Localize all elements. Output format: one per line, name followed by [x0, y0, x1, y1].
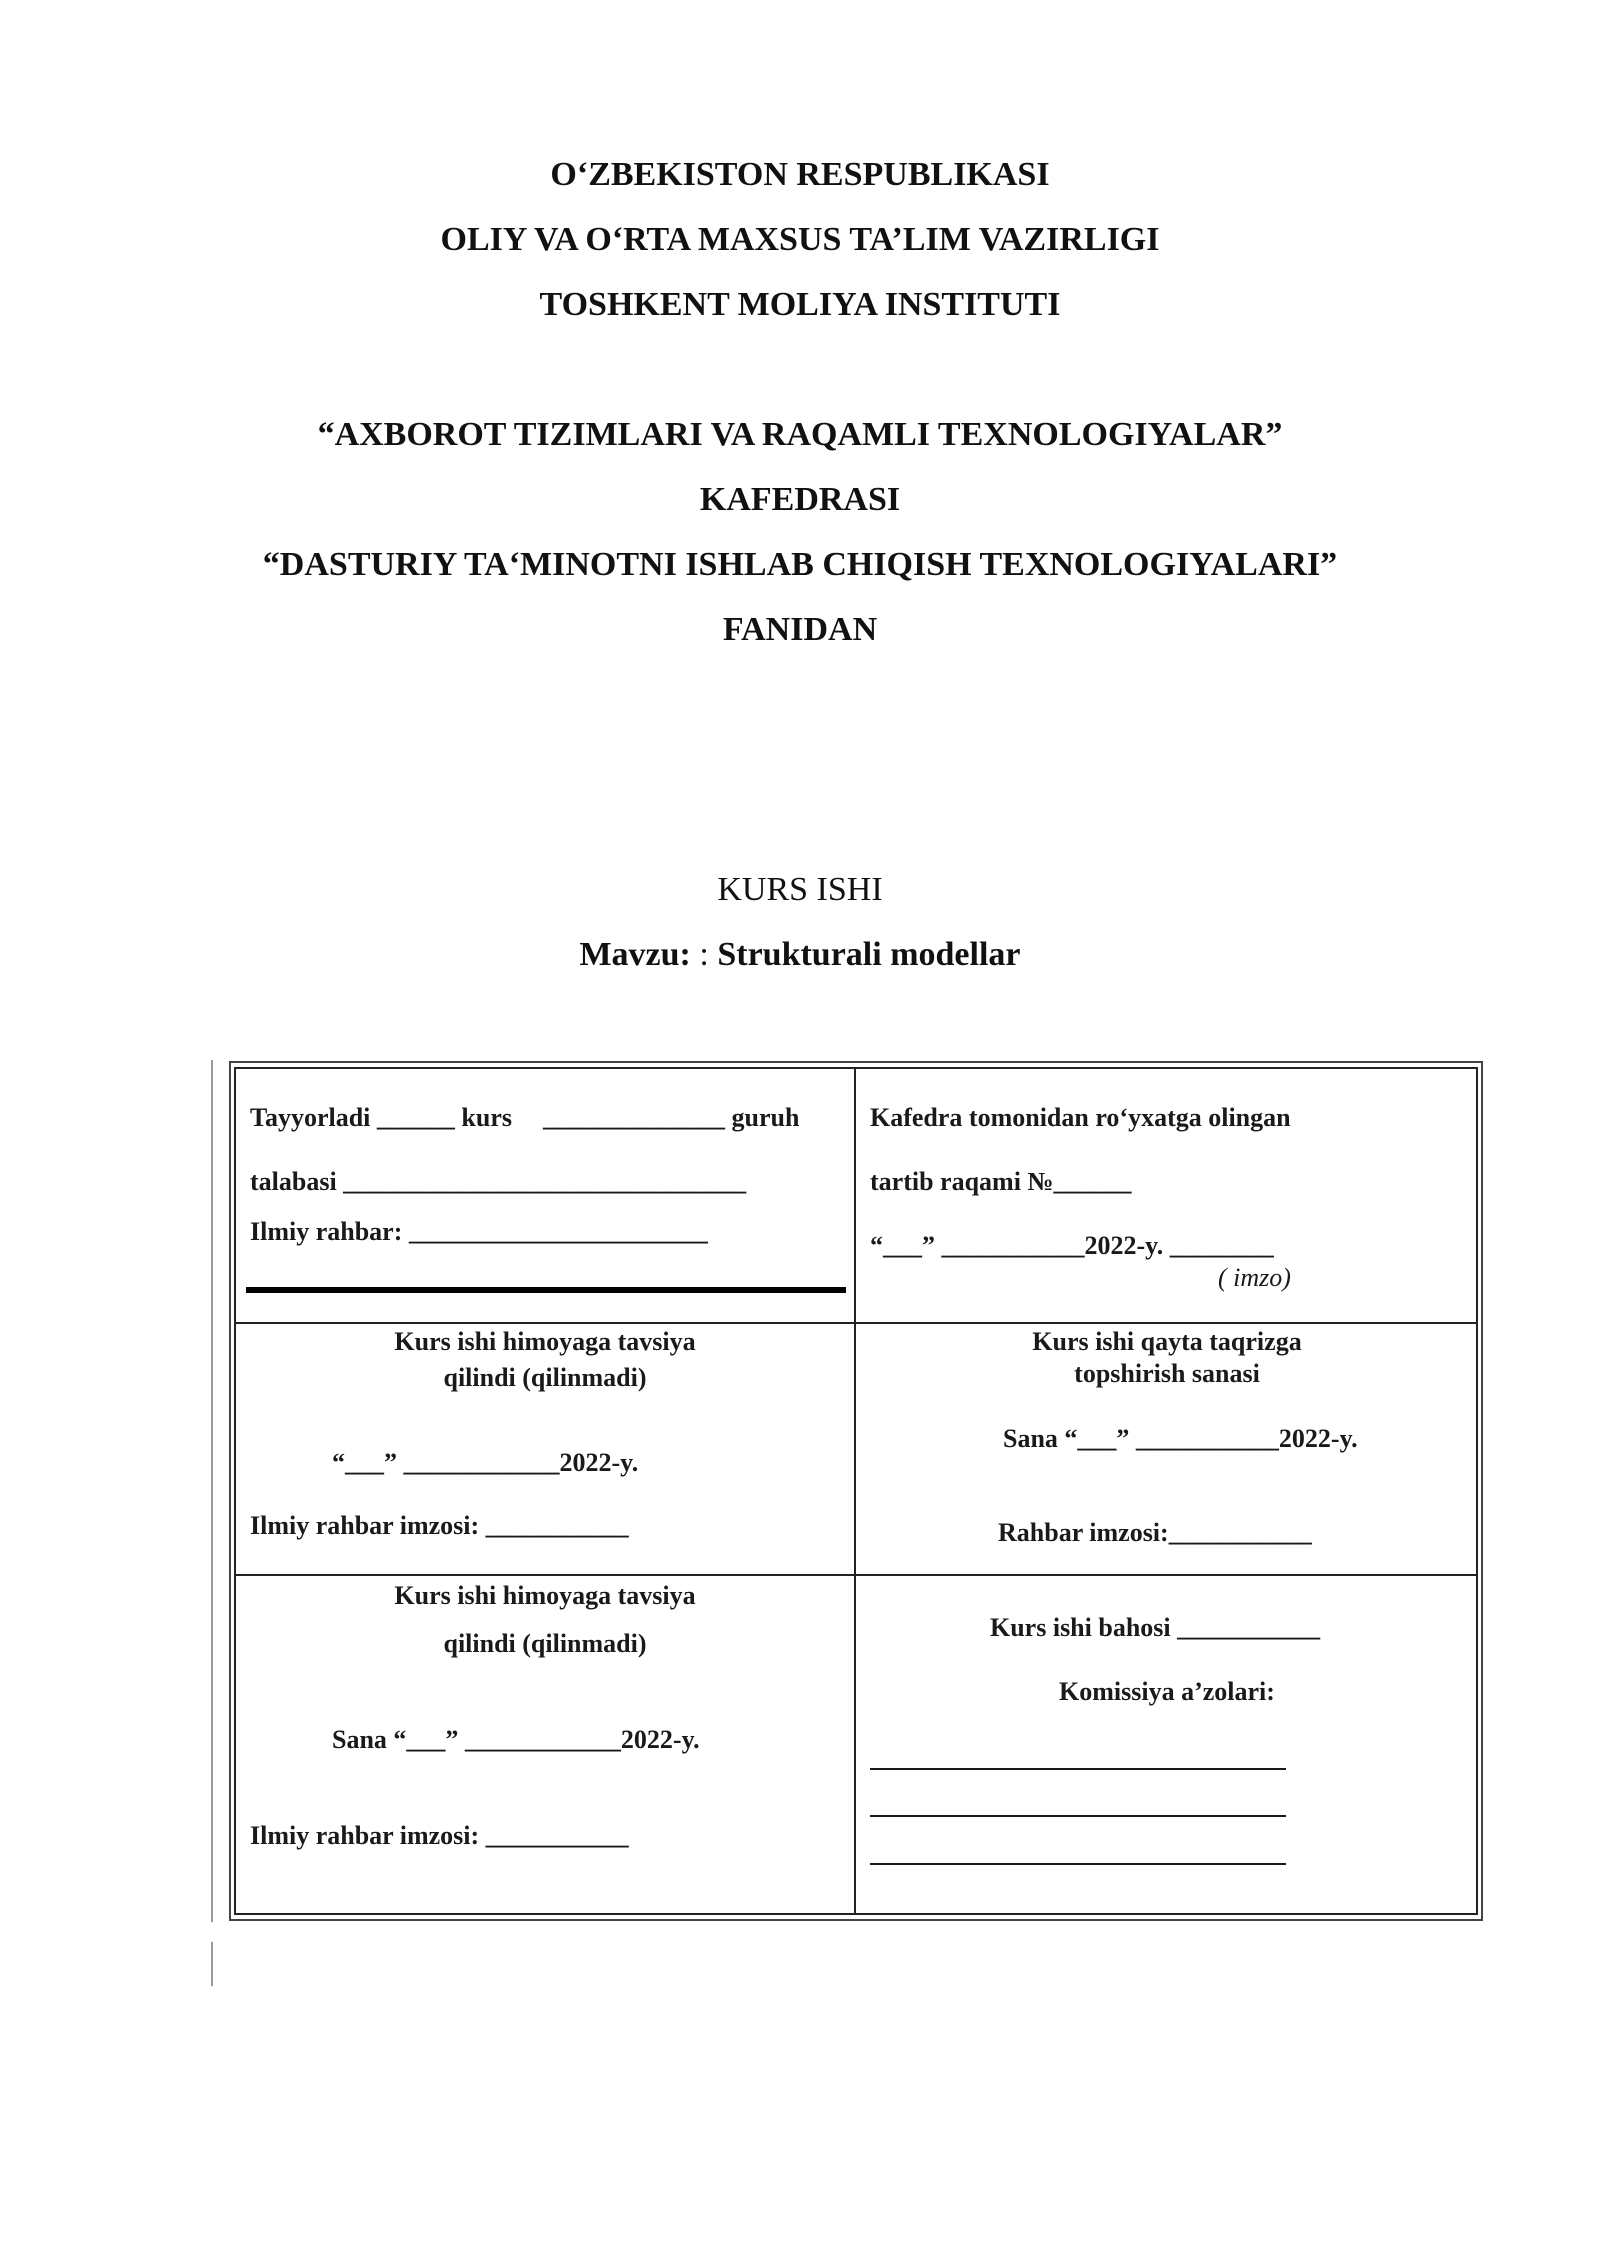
supervisor-signature-line: Ilmiy rahbar imzosi: ___________ — [250, 1511, 629, 1540]
defense-date-line: “___” ____________2022-y. — [332, 1448, 639, 1477]
topic-label: Mavzu: — [579, 936, 691, 973]
head-signature-line: Rahbar imzosi:___________ — [998, 1518, 1312, 1547]
commission-signature-line-1 — [870, 1768, 1286, 1770]
commission-signature-line-2 — [870, 1815, 1286, 1817]
supervisor-signature-line-2: Ilmiy rahbar imzosi: ___________ — [250, 1821, 629, 1850]
grade-line: Kurs ishi bahosi ___________ — [990, 1613, 1321, 1642]
separator-thick-line — [246, 1287, 846, 1293]
serial-number-line: tartib raqami №______ — [870, 1167, 1132, 1196]
form-row-divider-2 — [234, 1574, 1478, 1576]
defense-recommendation-subtitle-2: qilindi (qilinmadi) — [443, 1629, 647, 1658]
commission-members-label: Komissiya a’zolari: — [1059, 1677, 1275, 1706]
topic-separator: : — [690, 936, 718, 973]
defense-recommendation-subtitle: qilindi (qilinmadi) — [443, 1363, 647, 1392]
prepared-by-line: Tayyorladi ______ kurs — [250, 1103, 512, 1132]
re-review-title: Kurs ishi qayta taqrizga — [1032, 1327, 1302, 1356]
topic-title: Strukturali modellar — [717, 936, 1021, 973]
supervisor-line: Ilmiy rahbar: _______________________ — [250, 1217, 708, 1246]
ministry-country: O‘ZBEKISTON RESPUBLIKASI — [550, 156, 1050, 193]
department-label: KAFEDRASI — [699, 481, 901, 518]
form-row-divider-1 — [234, 1322, 1478, 1324]
signature-caption: ( imzo) — [1218, 1263, 1291, 1292]
registration-date-line: “___” ___________2022-y. ________ — [870, 1231, 1274, 1260]
defense-date-line-2: Sana “___” ____________2022-y. — [332, 1725, 700, 1754]
text-cursor — [211, 1942, 213, 1986]
subject-label: FANIDAN — [722, 611, 878, 648]
topic-line — [0, 935, 1600, 975]
subject-name: “DASTURIY TA‘MINOTNI ISHLAB CHIQISH TEXNOLOGIYALARI” — [262, 546, 1338, 583]
student-line: talabasi _______________________________ — [250, 1167, 747, 1196]
ministry-name: OLIY VA O‘RTA MAXSUS TA’LIM VAZIRLIGI — [440, 221, 1160, 258]
department-name: “AXBOROT TIZIMLARI VA RAQAMLI TEXNOLOGIYALAR” — [317, 416, 1283, 453]
commission-signature-line-3 — [870, 1863, 1286, 1865]
registration-line: Kafedra tomonidan ro‘yxatga olingan — [870, 1103, 1291, 1132]
form-column-divider — [854, 1067, 856, 1915]
re-review-date-line: Sana “___” ___________2022-y. — [1003, 1424, 1358, 1453]
work-type: KURS ISHI — [717, 871, 883, 908]
text-cursor-left-bar — [211, 1060, 213, 1922]
defense-recommendation-title: Kurs ishi himoyaga tavsiya — [394, 1327, 696, 1356]
institute-name: TOSHKENT MOLIYA INSTITUTI — [539, 286, 1061, 323]
defense-recommendation-title-2: Kurs ishi himoyaga tavsiya — [394, 1581, 696, 1610]
re-review-subtitle: topshirish sanasi — [1074, 1359, 1260, 1388]
group-line: ______________ guruh — [543, 1103, 800, 1132]
